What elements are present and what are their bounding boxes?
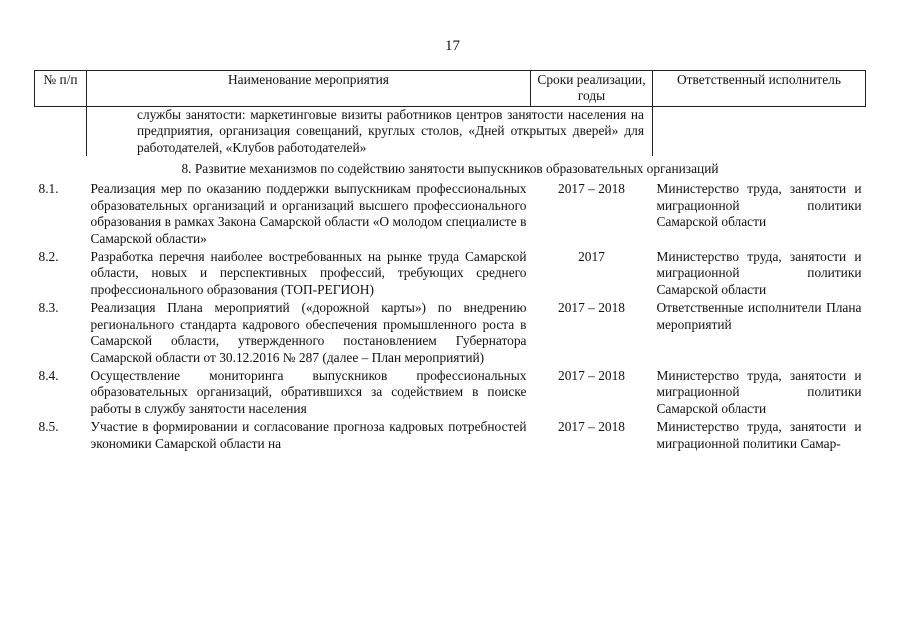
row-activity-name: Реализация мер по оказанию поддержки выпускникам профессиональных образовательных организаций и организаций высшего профессионального образования в рамках Закона Самарской области «О молодом специалисте в Самарской области»	[90, 181, 527, 246]
row-number: 8.3.	[38, 300, 59, 316]
header-responsible: Ответственный исполнитель	[653, 71, 866, 107]
table-header-row	[35, 71, 866, 107]
header-terms: Сроки реализации, годы	[531, 71, 653, 107]
row-terms: 2017	[578, 249, 605, 265]
row-activity-name: Реализация Плана мероприятий («дорожной карты») по внедрению регионального стандарта кадрового обеспечения промышленного роста в Самарской области, утвержденного постановлением Губернатора Самарской области от 30.12.2016 № 287 (далее – План мероприятий)	[90, 300, 527, 365]
row-terms: 2017 – 2018	[558, 419, 625, 435]
section-row	[35, 156, 866, 179]
header-number: № п/п	[35, 71, 87, 107]
row-activity-name: Разработка перечня наиболее востребованных на рынке труда Самарской области, новых и перспективных профессий, требующих среднего профессионального образования (ТОП-РЕГИОН)	[90, 249, 527, 297]
row-responsible: Министерство труда, занятости и миграционной политики Самарской области	[656, 181, 862, 230]
continuation-text: службы занятости: маркетинговые визиты работников центров занятости населения на предприятия, организация совещаний, круглых столов, «Дней открытых дверей» для работодателей, «Клубов работодателей»	[87, 106, 653, 156]
row-terms: 2017 – 2018	[558, 367, 625, 383]
row-responsible: Министерство труда, занятости и миграционной политики Самарской области	[656, 367, 862, 416]
row-number: 8.1.	[38, 181, 59, 197]
table-row	[35, 298, 866, 366]
row-activity-name: Осуществление мониторинга выпускников профессиональных образовательных организаций, обратившихся за содействием в поиске работы в службу занятости населения	[90, 367, 527, 416]
table-row	[35, 247, 866, 298]
header-activity-name: Наименование мероприятия	[87, 71, 531, 107]
row-number: 8.5.	[38, 419, 59, 435]
row-number: 8.4.	[38, 367, 59, 383]
continuation-row	[35, 106, 866, 156]
row-number: 8.2.	[38, 249, 59, 265]
activities-table	[34, 70, 866, 452]
table-row	[35, 366, 866, 417]
row-responsible: Министерство труда, занятости и миграционной политики Самар-	[656, 419, 862, 451]
table-row	[35, 179, 866, 247]
page-number: 17	[445, 38, 460, 54]
section-title: 8. Развитие механизмов по содействию занятости выпускников образовательных организаций	[181, 161, 719, 177]
row-terms: 2017 – 2018	[558, 181, 625, 197]
row-terms: 2017 – 2018	[558, 300, 625, 316]
row-activity-name: Участие в формировании и согласование прогноза кадровых потребностей экономики Самарской области на	[90, 419, 527, 451]
row-responsible: Министерство труда, занятости и миграционной политики Самарской области	[656, 249, 862, 297]
row-responsible: Ответственные исполнители Плана мероприятий	[656, 300, 862, 332]
table-row	[35, 417, 866, 452]
